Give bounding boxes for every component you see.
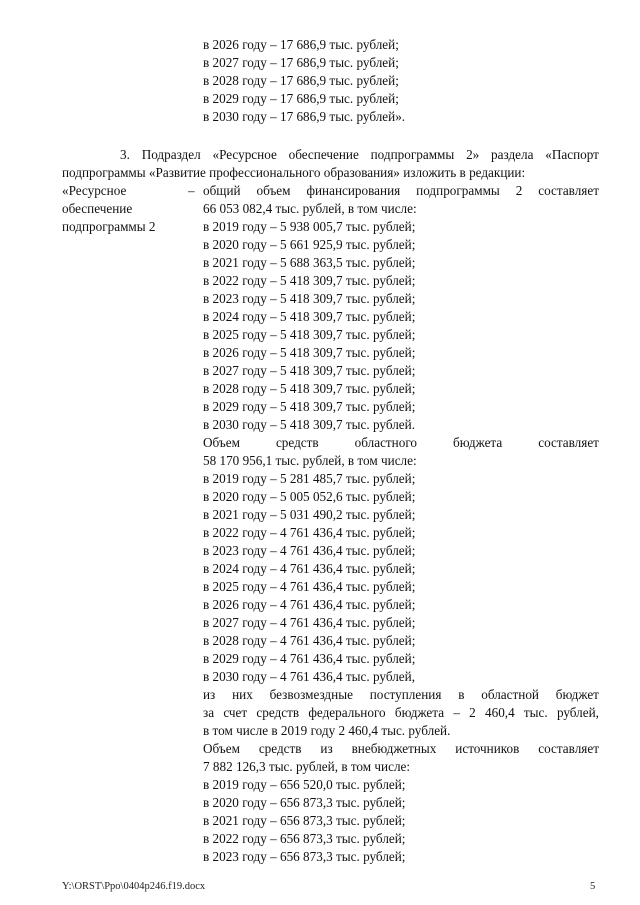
regional-line-1: [203, 434, 599, 452]
word: подпрограммы: [416, 183, 500, 198]
word: Объем: [203, 741, 240, 756]
regional-line-2: 58 170 956,1 тыс. рублей, в том числе:: [203, 453, 417, 468]
word: средств: [258, 741, 302, 756]
word: 2: [469, 705, 476, 720]
left-label-line: подпрограммы 2: [62, 219, 156, 234]
word: финансирования: [306, 183, 401, 198]
word: «Паспорт: [545, 147, 599, 162]
federal-line-1: [203, 686, 599, 704]
word: безвозмездные: [269, 687, 353, 702]
word: подпрограммы: [370, 147, 455, 162]
total-line-2: 66 053 082,4 тыс. рублей, в том числе:: [203, 201, 417, 216]
offbudget-year-item: в 2019 году – 656 520,0 тыс. рублей;: [203, 777, 406, 792]
word: из: [203, 687, 216, 702]
left-label-line: «Ресурсное: [62, 183, 127, 198]
word: составляет: [538, 435, 599, 450]
regional-year-item: в 2020 году – 5 005 052,6 тыс. рублей;: [203, 489, 416, 504]
word: средств: [275, 435, 319, 450]
word: бюджет: [555, 687, 599, 702]
paragraph-3-line-1: [120, 146, 599, 164]
regional-year-item: в 2019 году – 5 281 485,7 тыс. рублей;: [203, 471, 416, 486]
word: составляет: [538, 183, 599, 198]
word: за: [203, 705, 215, 720]
regional-year-item: в 2030 году – 4 761 436,4 тыс. рублей,: [203, 669, 415, 684]
word: бюджета: [394, 705, 445, 720]
total-year-item: в 2028 году – 5 418 309,7 тыс. рублей;: [203, 381, 416, 396]
federal-line-2: [203, 704, 599, 722]
regional-year-item: в 2024 году – 4 761 436,4 тыс. рублей;: [203, 561, 416, 576]
top-list-item: в 2028 году – 17 686,9 тыс. рублей;: [203, 73, 399, 88]
regional-year-item: в 2029 году – 4 761 436,4 тыс. рублей;: [203, 651, 416, 666]
word: областной: [481, 687, 539, 702]
total-year-item: в 2021 году – 5 688 363,5 тыс. рублей;: [203, 255, 416, 270]
total-year-item: в 2024 году – 5 418 309,7 тыс. рублей;: [203, 309, 416, 324]
top-list-item: в 2030 году – 17 686,9 тыс. рублей».: [203, 109, 406, 124]
word: «Ресурсное: [212, 147, 277, 162]
offbudget-year-item: в 2020 году – 656 873,3 тыс. рублей;: [203, 795, 406, 810]
word: 2»: [466, 147, 480, 162]
regional-year-item: в 2026 году – 4 761 436,4 тыс. рублей;: [203, 597, 416, 612]
word: раздела: [491, 147, 534, 162]
word: составляет: [538, 741, 599, 756]
top-list-item: в 2026 году – 17 686,9 тыс. рублей;: [203, 37, 399, 52]
regional-year-item: в 2023 году – 4 761 436,4 тыс. рублей;: [203, 543, 416, 558]
top-list-item: в 2029 году – 17 686,9 тыс. рублей;: [203, 91, 399, 106]
regional-year-item: в 2027 году – 4 761 436,4 тыс. рублей;: [203, 615, 416, 630]
offbudget-line-1: [203, 740, 599, 758]
footer-file-path: Y:\ORST\Ppo\0404p246.f19.docx: [62, 881, 206, 892]
regional-year-item: в 2025 году – 4 761 436,4 тыс. рублей;: [203, 579, 416, 594]
word: источников: [455, 741, 520, 756]
page-number: 5: [590, 881, 596, 892]
left-label-line: обеспечение: [62, 201, 133, 216]
offbudget-year-item: в 2022 году – 656 873,3 тыс. рублей;: [203, 831, 406, 846]
word: внебюджетных: [351, 741, 437, 756]
word: объем: [256, 183, 291, 198]
word: общий: [203, 183, 241, 198]
total-line-1: [203, 182, 599, 200]
total-year-item: в 2030 году – 5 418 309,7 тыс. рублей.: [203, 417, 415, 432]
word: из: [320, 741, 333, 756]
total-year-item: в 2023 году – 5 418 309,7 тыс. рублей;: [203, 291, 416, 306]
word: федерального: [308, 705, 386, 720]
word: в: [458, 687, 465, 702]
word: 460,4: [485, 705, 515, 720]
regional-year-item: в 2021 году – 5 031 490,2 тыс. рублей;: [203, 507, 416, 522]
top-list-item: в 2027 году – 17 686,9 тыс. рублей;: [203, 55, 399, 70]
total-year-item: в 2025 году – 5 418 309,7 тыс. рублей;: [203, 327, 416, 342]
total-year-item: в 2019 году – 5 938 005,7 тыс. рублей;: [203, 219, 416, 234]
word: них: [232, 687, 253, 702]
word: тыс.: [523, 705, 548, 720]
offbudget-year-item: в 2021 году – 656 873,3 тыс. рублей;: [203, 813, 406, 828]
total-year-item: в 2026 году – 5 418 309,7 тыс. рублей;: [203, 345, 416, 360]
word: 2: [515, 183, 523, 198]
word: бюджета: [453, 435, 503, 450]
dash-separator: –: [188, 183, 195, 198]
word: средств: [256, 705, 300, 720]
word: рублей,: [556, 705, 599, 720]
offbudget-year-item: в 2023 году – 656 873,3 тыс. рублей;: [203, 849, 406, 864]
word: –: [453, 705, 460, 720]
total-year-item: в 2027 году – 5 418 309,7 тыс. рублей;: [203, 363, 416, 378]
word: Объем: [203, 435, 240, 450]
word: счет: [223, 705, 248, 720]
word: областного: [354, 435, 418, 450]
word: поступления: [369, 687, 442, 702]
total-year-item: в 2029 году – 5 418 309,7 тыс. рублей;: [203, 399, 416, 414]
word: Подраздел: [141, 147, 201, 162]
total-year-item: в 2022 году – 5 418 309,7 тыс. рублей;: [203, 273, 416, 288]
federal-line-3: в том числе в 2019 году 2 460,4 тыс. рублей.: [203, 723, 451, 738]
offbudget-line-2: 7 882 126,3 тыс. рублей, в том числе:: [203, 759, 411, 774]
regional-year-item: в 2028 году – 4 761 436,4 тыс. рублей;: [203, 633, 416, 648]
total-year-item: в 2020 году – 5 661 925,9 тыс. рублей;: [203, 237, 416, 252]
regional-year-item: в 2022 году – 4 761 436,4 тыс. рублей;: [203, 525, 416, 540]
word: обеспечение: [288, 147, 359, 162]
word: 3.: [120, 147, 130, 162]
paragraph-3-line-2: подпрограммы «Развитие профессионального образования» изложить в редакции:: [62, 165, 526, 180]
